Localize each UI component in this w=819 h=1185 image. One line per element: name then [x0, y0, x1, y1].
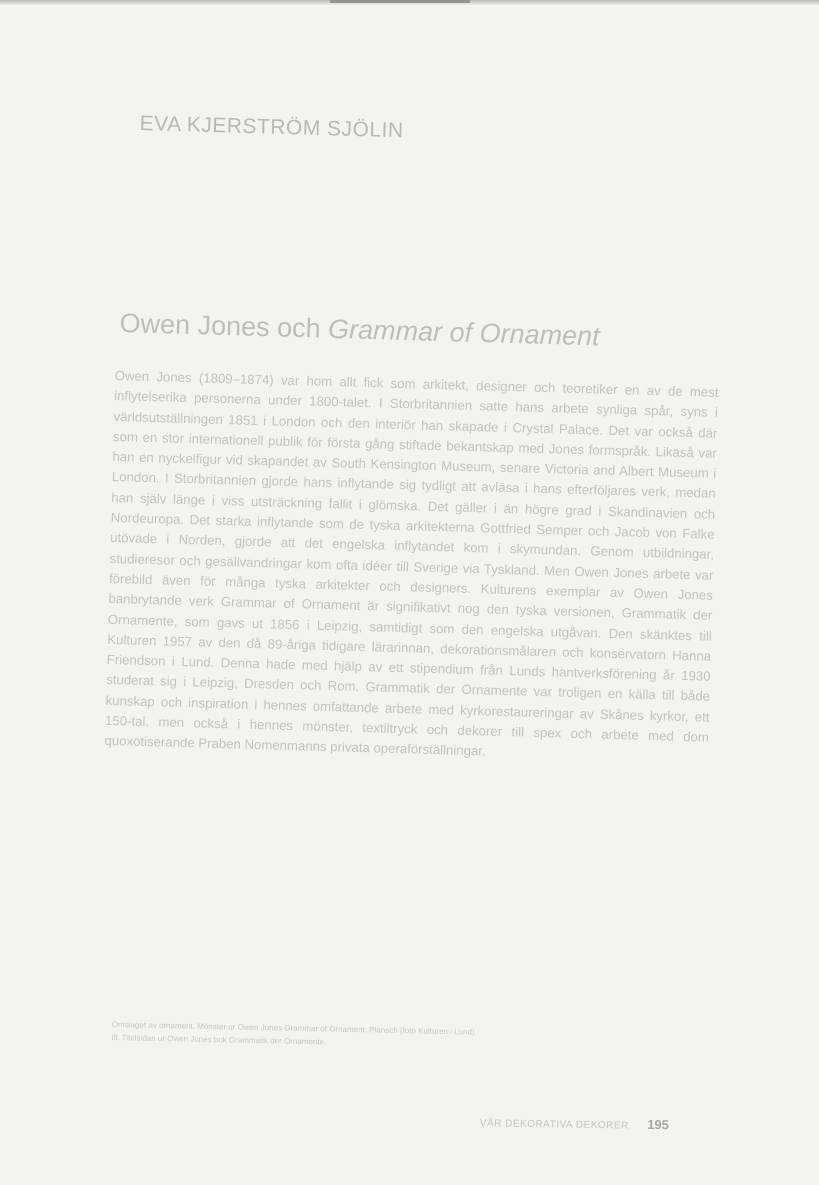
heading-plain: Owen Jones och: [119, 308, 329, 344]
body-paragraph: Owen Jones (1809–1874) var hom allt fick som arkitekt, designer och teoretiker en av de mest inflytelserika personerna under 1800-talet. I Storbritannien satte hans arbete synliga spår, syns i världsutställningen 1851 i London och den interiör han skapade i Crystal Palace. Det var också där som en stor internationell publik för första gång stiftade bekantskap med Jones formspråk. Likaså var han en nyckelfigur vid skapandet av South Kensington Museum, senare Victoria and Albert Museum i London. I Storbritannien gjorde hans inflytande sig tydligt att avläsa i hans efterföljares verk, medan han själv länge i viss utsträckning fallit i glömska. Det gäller i än högre grad i Skandinavien och Nordeuropa. Det starka inflytande som de tyska arkitekterna Gottfried Semper och Jacob von Falke utövade i Norden, gjorde att det engelska inflytandet kom i skymundan. Genom utbildningar, studieresor och gesällvandringar kom ofta idéer till Sverige via Tyskland. Men Owen Jones arbete var förebild även för många tyska arkitekter och designers. Kulturens exemplar av Owen Jones banbrytande verk Grammar of Ornament är signifikativt nog den tyska versionen, Grammatik der Ornamente, som gavs ut 1856 i Leipzig, samtidigt som den engelska utgåvan. Den skänktes till Kulturen 1957 av den då 89-åriga tidigare lärarinnan, dekorationsmålaren och konservatorn Hanna Friendson i Lund. Denna hade med hjälp av ett stipendium från Lunds hantverksförening år 1930 studerat sig i Leipzig, Dresden och Rom. Grammatik der Ornamente var troligen en källa till både kunskap och inspiration i hennes omfattande arbete med kyrkorestaureringar av Skånes kyrkor, ett 150-tal, men också i hennes mönster, textiltryck och dekorer till spex och arbete med dom quoxotiserande Praben Nomenmanns privata operaförställningar.: [104, 367, 719, 759]
page-footer: [480, 1113, 669, 1134]
running-head: VÅR DEKORATIVA DEKORER: [479, 1117, 629, 1132]
page-number: 195: [647, 1116, 670, 1133]
heading-title-italic: Grammar of Ornament: [327, 313, 601, 352]
caption-notes: [111, 1018, 671, 1056]
author-name: EVA KJERSTRÖM SJÖLIN: [139, 112, 404, 143]
caption-note: Ill. Titelsidan ur Owen Jones bok Grammatik der Ornamente.: [111, 1032, 327, 1047]
article-heading: [119, 308, 600, 352]
caption-note: Omslaget av ornament. Mönster ur Owen Jones Grammar of Ornament. Plansch (foto Kulturen i Lund).: [111, 1019, 477, 1037]
scan-mark: [330, 0, 470, 3]
